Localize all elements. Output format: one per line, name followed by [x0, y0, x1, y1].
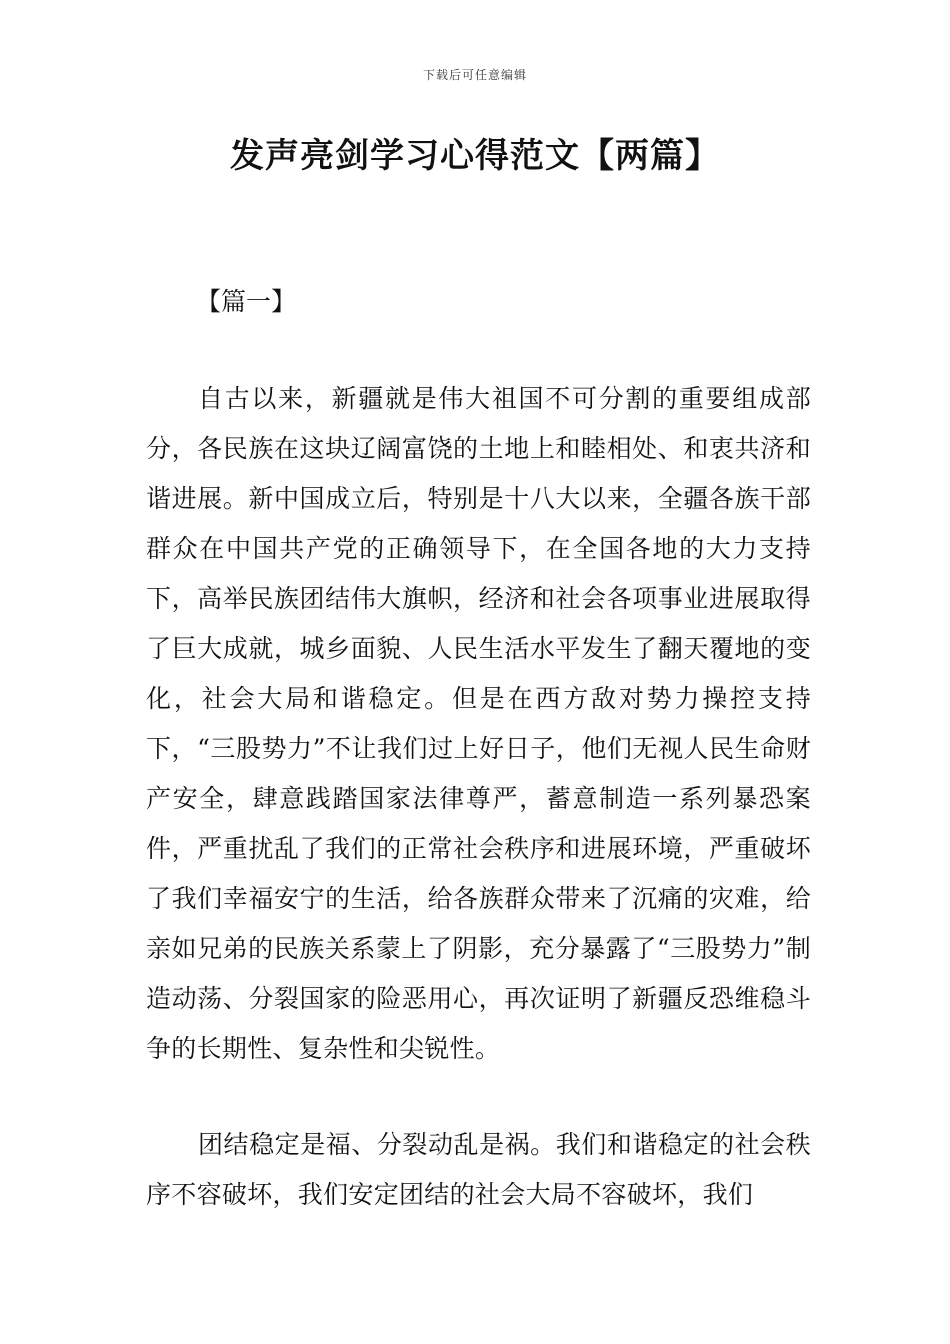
document-title: 发声亮剑学习心得范文【两篇】 — [230, 136, 720, 176]
body-paragraph-1: 自古以来，新疆就是伟大祖国不可分割的重要组成部分，各民族在这块辽阔富饶的土地上和睦相处、和衷共济和谐进展。新中国成立后，特别是十八大以来，全疆各族干部群众在中国共产党的正确领导下，在全国各地的大力支持下，高举民族团结伟大旗帜，经济和社会各项事业进展取得了巨大成就，城乡面貌、人民生活水平发生了翻天覆地的变化，社会大局和谐稳定。但是在西方敌对势力操控支持下，“三股势力”不让我们过上好日子，他们无视人民生命财产安全，肆意践踏国家法律尊严，蓄意制造一系列暴恐案件，严重扰乱了我们的正常社会秩序和进展环境，严重破坏了我们幸福安宁的生活，给各族群众带来了沉痛的灾难，给亲如兄弟的民族关系蒙上了阴影，充分暴露了“三股势力”制造动荡、分裂国家的险恶用心，再次证明了新疆反恐维稳斗争的长期性、复杂性和尖锐性。 — [146, 384, 811, 1063]
body-paragraph-2: 团结稳定是福、分裂动乱是祸。我们和谐稳定的社会秩序不容破坏，我们安定团结的社会大局不容破坏，我们 — [146, 1130, 811, 1209]
header-note: 下载后可任意编辑 — [422, 68, 527, 82]
section-heading: 【篇一】 — [196, 287, 297, 316]
